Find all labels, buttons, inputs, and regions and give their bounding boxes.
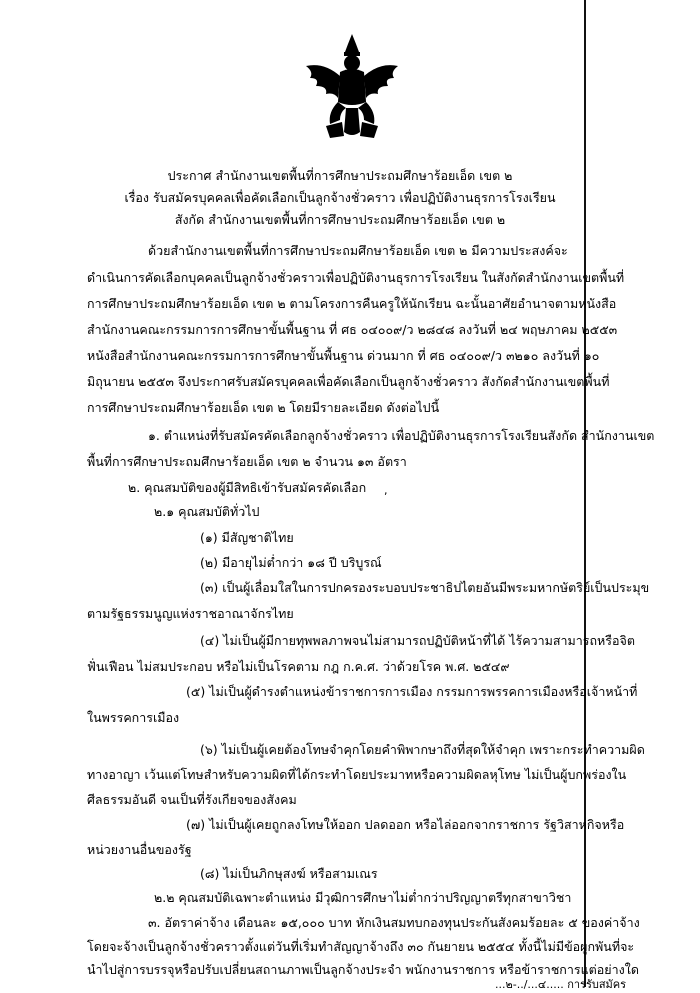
body-line: ทางอาญา เว้นแต่โทษสำหรับความผิดที่ได้กระทำโดยประมาทหรือความผิดลหุโทษ ไม่เป็นผู้บกพร่องใน <box>87 767 627 782</box>
section-2-1-heading: ๒.๑ คุณสมบัติทั่วไป <box>154 504 260 519</box>
qualification-item: (๒) มีอายุไม่ต่ำกว่า ๑๘ ปี บริบูรณ์ <box>200 555 382 570</box>
section-2-2-heading: ๒.๒ คุณสมบัติเฉพาะตำแหน่ง มีวุฒิการศึกษาไม่ต่ำกว่าปริญญาตรีทุกสาขาวิชา <box>154 890 572 905</box>
body-line: ตามรัฐธรรมนูญแห่งราชอาณาจักรไทย <box>87 606 294 621</box>
garuda-emblem-icon <box>300 32 404 144</box>
page-continuation: ...๒-../...๔..... การรับสมัคร <box>495 978 627 991</box>
body-line: นำไปสู่การบรรจุหรือปรับเปลี่ยนสถานภาพเป็นลูกจ้างประจำ พนักงานราชการ หรือข้าราชการแต่อย่างใด <box>87 962 639 977</box>
body-line: หน่วยงานอื่นของรัฐ <box>87 842 192 857</box>
qualification-item: (๘) ไม่เป็นภิกษุสงฆ์ หรือสามเณร <box>200 866 378 881</box>
qualification-item: (๔) ไม่เป็นผู้มีกายทุพพลภาพจนไม่สามารถปฏิบัติหน้าที่ได้ ไร้ความสามารถหรือจิต <box>200 633 635 648</box>
body-line: พื้นที่การศึกษาประถมศึกษาร้อยเอ็ด เขต ๒ จำนวน ๑๓ อัตรา <box>87 454 407 469</box>
body-line: หนังสือสำนักงานคณะกรรมการการศึกษาขั้นพื้นฐาน ด่วนมาก ที่ ศธ ๐๔๐๐๙/ว ๓๒๑๐ ลงวันที่ ๑๐ <box>87 348 600 363</box>
body-line: ในพรรคการเมือง <box>87 710 180 725</box>
stray-mark: , <box>384 484 388 497</box>
section-2-heading: ๒. คุณสมบัติของผู้มีสิทธิเข้ารับสมัครคัดเลือก <box>128 480 367 495</box>
qualification-item: (๑) มีสัญชาติไทย <box>200 530 294 545</box>
announcement-title: ประกาศ สำนักงานเขตพื้นที่การศึกษาประถมศึกษาร้อยเอ็ด เขต ๒ <box>167 168 513 183</box>
qualification-item: (๖) ไม่เป็นผู้เคยต้องโทษจำคุกโดยคำพิพากษาถึงที่สุดให้จำคุก เพราะกระทำความผิด <box>200 742 645 757</box>
body-line: การศึกษาประถมศึกษาร้อยเอ็ด เขต ๒ ตามโครงการคืนครูให้นักเรียน ฉะนั้นอาศัยอำนาจตามหนังสือ <box>87 296 617 311</box>
qualification-item: (๕) ไม่เป็นผู้ดำรงตำแหน่งข้าราชการการเมือง กรรมการพรรคการเมืองหรือเจ้าหน้าที่ <box>186 684 638 699</box>
announcement-subject: เรื่อง รับสมัครบุคคลเพื่อคัดเลือกเป็นลูกจ้างชั่วคราว เพื่อปฏิบัติงานธุรการโรงเรียน <box>124 190 556 205</box>
announcement-affiliation: สังกัด สำนักงานเขตพื้นที่การศึกษาประถมศึกษาร้อยเอ็ด เขต ๒ <box>174 212 506 227</box>
body-line: สำนักงานคณะกรรมการการศึกษาขั้นพื้นฐาน ที่ ศธ ๐๔๐๐๙/ว ๒๘๔๘ ลงวันที่ ๒๔ พฤษภาคม ๒๕๕๓ <box>87 322 618 337</box>
body-line: ดำเนินการคัดเลือกบุคคลเป็นลูกจ้างชั่วคราวเพื่อปฏิบัติงานธุรการโรงเรียน ในสังกัดสำนักงานเขตพื้นที่ <box>87 270 625 285</box>
section-1-heading: ๑. ตำแหน่งที่รับสมัครคัดเลือกลูกจ้างชั่วคราว เพื่อปฏิบัติงานธุรการโรงเรียนสังกัด สำนักงานเขต <box>148 428 655 443</box>
vertical-scan-line <box>584 0 586 987</box>
body-line: โดยจะจ้างเป็นลูกจ้างชั่วคราวตั้งแต่วันที่เริ่มทำสัญญาจ้างถึง ๓๐ กันยายน ๒๕๕๔ ทั้งนี้ไม่มีข้อผูกพันที่จะ <box>87 939 635 954</box>
section-3-heading: ๓. อัตราค่าจ้าง เดือนละ ๑๕,๐๐๐ บาท หักเงินสมทบกองทุนประกันสังคมร้อยละ ๕ ของค่าจ้าง <box>148 915 640 930</box>
qualification-item: (๓) เป็นผู้เลื่อมใสในการปกครองระบอบประชาธิปไตยอันมีพระมหากษัตริย์เป็นประมุข <box>200 580 650 595</box>
body-line: ฟั่นเฟือน ไม่สมประกอบ หรือไม่เป็นโรคตาม กฎ ก.ค.ศ. ว่าด้วยโรค พ.ศ. ๒๕๔๙ <box>87 659 510 674</box>
body-line: มิถุนายน ๒๕๕๓ จึงประกาศรับสมัครบุคคลเพื่อคัดเลือกเป็นลูกจ้างชั่วคราว สังกัดสำนักงานเขตพื้นที่ <box>87 374 610 389</box>
body-line: ด้วยสำนักงานเขตพื้นที่การศึกษาประถมศึกษาร้อยเอ็ด เขต ๒ มีความประสงค์จะ <box>148 243 568 258</box>
body-line: ศีลธรรมอันดี จนเป็นที่รังเกียจของสังคม <box>87 792 297 807</box>
qualification-item: (๗) ไม่เป็นผู้เคยถูกลงโทษให้ออก ปลดออก หรือไล่ออกจากราชการ รัฐวิสาหกิจหรือ <box>186 817 625 832</box>
body-line: การศึกษาประถมศึกษาร้อยเอ็ด เขต ๒ โดยมีรายละเอียด ดังต่อไปนี้ <box>87 400 440 415</box>
